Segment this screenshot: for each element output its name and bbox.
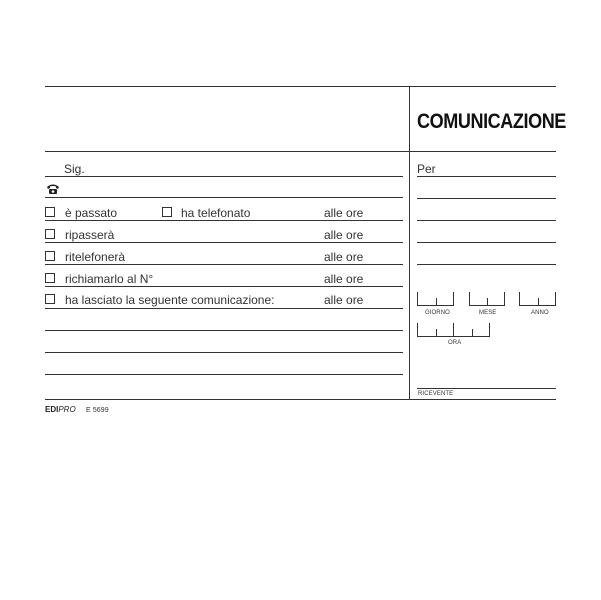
ora-hours-box[interactable] xyxy=(417,323,454,337)
giorno-label: GIORNO xyxy=(425,310,450,316)
form-title: COMUNICAZIONE xyxy=(417,110,566,133)
mese-label: MESE xyxy=(479,310,497,316)
alle-ore-label: alle ore xyxy=(324,272,364,286)
row-line xyxy=(45,220,403,221)
brand-logo xyxy=(45,405,76,414)
ora-label: ORA xyxy=(448,340,462,346)
option-label-e-passato: è passato xyxy=(65,206,118,220)
anno-label: ANNO xyxy=(531,310,549,316)
checkbox-ha-telefonato[interactable] xyxy=(162,207,172,217)
alle-ore-label: alle ore xyxy=(324,293,364,307)
option-label-ripassera: ripasserà xyxy=(65,228,115,242)
checkbox-ha-lasciato[interactable] xyxy=(45,294,55,304)
per-line[interactable] xyxy=(417,264,556,265)
option-label-ritelefonera: ritelefonerà xyxy=(65,250,126,264)
row-line xyxy=(45,242,403,243)
option-label-ha-lasciato: ha lasciato la seguente comunicazione: xyxy=(65,293,275,307)
phone-line[interactable] xyxy=(45,197,403,198)
giorno-box[interactable] xyxy=(417,292,454,306)
per-line[interactable] xyxy=(417,198,556,199)
message-line[interactable] xyxy=(45,330,403,331)
form-code: E 5699 xyxy=(86,407,109,414)
alle-ore-label: alle ore xyxy=(324,206,364,220)
ricevente-line[interactable] xyxy=(417,388,556,389)
per-line[interactable] xyxy=(417,220,556,221)
option-label-ha-telefonato: ha telefonato xyxy=(181,206,251,220)
ricevente-label: RICEVENTE xyxy=(418,391,454,397)
alle-ore-label: alle ore xyxy=(324,228,364,242)
sig-label: Sig. xyxy=(64,162,85,176)
row-line xyxy=(45,308,403,309)
top-border xyxy=(45,86,556,87)
message-line[interactable] xyxy=(45,374,403,375)
checkbox-richiamarlo[interactable] xyxy=(45,273,55,283)
bottom-border xyxy=(45,399,556,400)
title-rule xyxy=(45,151,556,152)
ora-minutes-box[interactable] xyxy=(453,323,490,337)
message-line[interactable] xyxy=(45,352,403,353)
telephone-icon xyxy=(46,182,60,194)
alle-ore-label: alle ore xyxy=(324,250,364,264)
per-label: Per xyxy=(417,162,436,176)
per-line[interactable] xyxy=(417,242,556,243)
sig-line[interactable] xyxy=(45,176,403,177)
row-line xyxy=(45,286,403,287)
checkbox-ripassera[interactable] xyxy=(45,229,55,239)
checkbox-e-passato[interactable] xyxy=(45,207,55,217)
row-line xyxy=(45,264,403,265)
column-divider xyxy=(409,86,410,399)
brand-italic: PRO xyxy=(58,405,76,414)
option-label-richiamarlo: richiamarlo al N° xyxy=(65,272,154,286)
anno-box[interactable] xyxy=(519,292,556,306)
per-line[interactable] xyxy=(417,176,556,177)
brand-bold: EDI xyxy=(45,405,59,414)
checkbox-ritelefonera[interactable] xyxy=(45,251,55,261)
mese-box[interactable] xyxy=(469,292,505,306)
